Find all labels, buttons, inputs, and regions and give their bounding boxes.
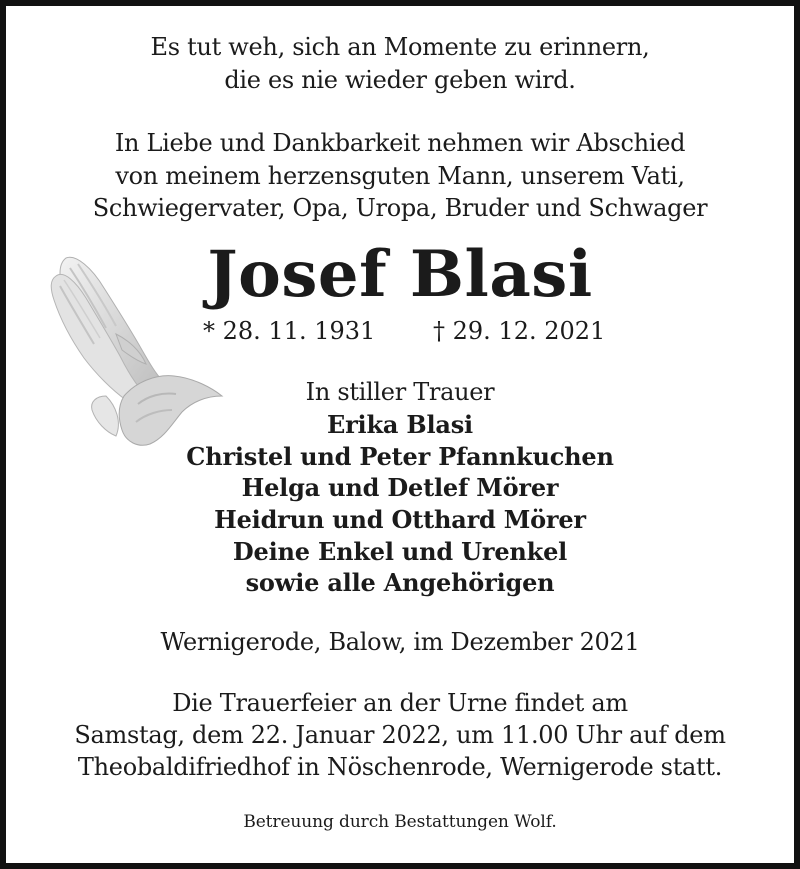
place-and-date: Wernigerode, Balow, im Dezember 2021: [160, 628, 640, 656]
motto-line-1: Es tut weh, sich an Momente zu erinnern,: [150, 33, 650, 61]
mourners-heading: In stiller Trauer: [305, 378, 495, 406]
ceremony-line-3: Theobaldifriedhof in Nöschenrode, Wernigerode statt.: [77, 753, 723, 781]
mourner-name: Deine Enkel und Urenkel: [232, 537, 568, 566]
mourner-name: Helga und Detlef Mörer: [241, 473, 559, 502]
birth-date: * 28. 11. 1931: [203, 317, 376, 345]
motto-line-2: die es nie wieder geben wird.: [224, 66, 576, 94]
mourner-name: sowie alle Angehörigen: [245, 568, 555, 597]
deceased-name: Josef Blasi: [207, 237, 593, 312]
mourner-name: Christel und Peter Pfannkuchen: [186, 442, 614, 471]
mourner-name: Heidrun und Otthard Mörer: [214, 505, 586, 534]
funeral-home-credit: Betreuung durch Bestattungen Wolf.: [243, 812, 557, 832]
intro-line-1: In Liebe und Dankbarkeit nehmen wir Abschied: [114, 129, 686, 157]
death-date: † 29. 12. 2021: [433, 317, 606, 345]
intro-line-3: Schwiegervater, Opa, Uropa, Bruder und Schwager: [92, 194, 708, 222]
mourner-name: Erika Blasi: [327, 410, 473, 439]
ceremony-line-1: Die Trauerfeier an der Urne findet am: [172, 689, 628, 717]
ceremony-line-2: Samstag, dem 22. Januar 2022, um 11.00 Uhr auf dem: [74, 721, 726, 749]
intro-line-2: von meinem herzensguten Mann, unserem Vati,: [115, 162, 685, 190]
